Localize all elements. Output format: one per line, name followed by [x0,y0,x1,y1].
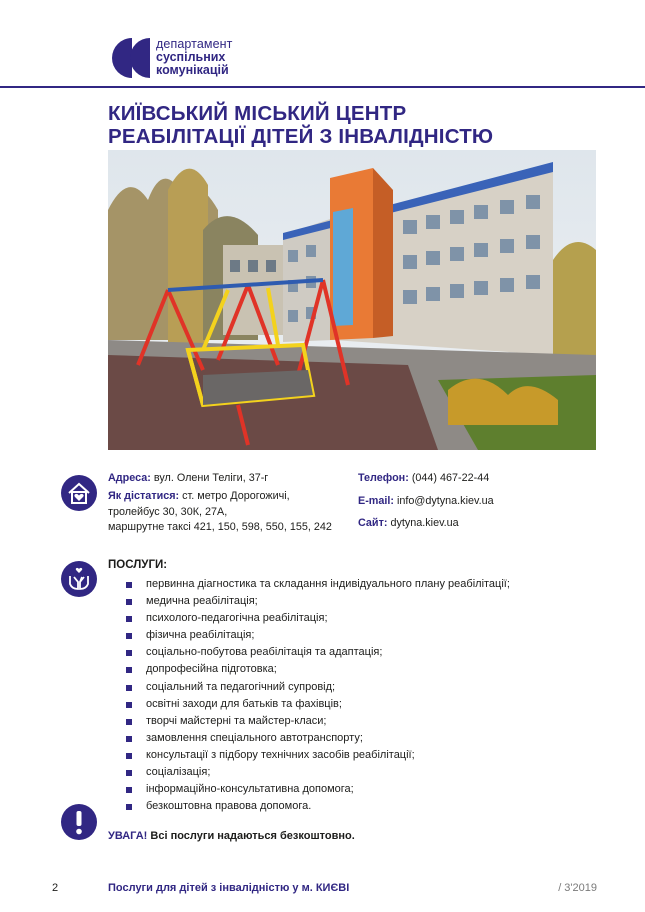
footer-title: Послуги для дітей з інвалідністю у м. КИЄВІ [108,882,350,894]
header-divider [0,86,645,88]
service-item: медична реабілітація; [126,593,510,610]
service-item: освітні заходи для батьків та фахівців; [126,696,510,713]
title-line-2: РЕАБІЛІТАЦІЇ ДІТЕЙ З ІНВАЛІДНІСТЮ [108,125,494,148]
logo-mark-icon [110,36,154,80]
exclamation-icon [60,803,98,841]
service-item: інформаційно-консультативна допомога; [126,781,510,798]
issue-number: / 3'2019 [558,882,597,894]
service-item: допрофесійна підготовка; [126,661,510,678]
service-item: первинна діагностика та складання індивідуального плану реабілітації; [126,576,510,593]
email-value[interactable]: info@dytyna.kiev.ua [397,495,494,507]
services-list [126,576,510,815]
service-item: соціально-побутова реабілітація та адаптація; [126,644,510,661]
title-line-1: КИЇВСЬКИЙ МІСЬКИЙ ЦЕНТР [108,102,407,125]
building-photo [108,150,596,450]
home-heart-icon [60,474,98,512]
website [358,516,459,532]
phone-value[interactable]: (044) 467-22-44 [411,472,490,484]
route-value-3: маршрутне таксі 421, 150, 598, 550, 155, 242 [108,521,332,533]
page-title [108,102,608,148]
logo-line-2: суспільних [156,50,226,64]
building-photo-illustration [108,150,596,450]
department-logo [110,36,260,80]
service-item: творчі майстерні та майстер-класи; [126,713,510,730]
services-heading: ПОСЛУГИ: [108,559,168,571]
warning-text: Всі послуги надаються безкоштовно. [147,830,355,842]
email [358,494,494,510]
page-number: 2 [52,882,59,894]
address-label: Адреса: [108,472,151,484]
route-value-2: тролейбус 30, 30К, 27А, [108,505,228,518]
route-value-1: ст. метро Дорогожичі, [182,490,290,502]
logo-text [156,38,232,77]
service-item: психолого-педагогічна реабілітація; [126,610,510,627]
logo-line-1: департамент [156,37,233,51]
service-item: безкоштовна правова допомога. [126,798,510,815]
route [108,489,358,536]
service-item: замовлення спеціального автотранспорту; [126,730,510,747]
service-item: фізична реабілітація; [126,627,510,644]
phone [358,471,489,487]
address [108,471,268,487]
email-label: E-mail: [358,495,394,507]
site-label: Сайт: [358,517,388,529]
route-label: Як дістатися: [108,490,180,502]
phone-label: Телефон: [358,472,409,484]
service-item: консультації з підбору технічних засобів реабілітації; [126,747,510,764]
site-value[interactable]: dytyna.kiev.ua [390,517,459,529]
warning-label: УВАГА! [108,830,148,842]
logo-line-3: комунікацій [156,63,229,77]
service-item: соціалізація; [126,764,510,781]
address-value: вул. Олени Теліги, 37-г [153,472,269,484]
service-item: соціальний та педагогічний супровід; [126,679,510,696]
free-services-notice [108,830,355,842]
helping-hands-icon [60,560,98,598]
